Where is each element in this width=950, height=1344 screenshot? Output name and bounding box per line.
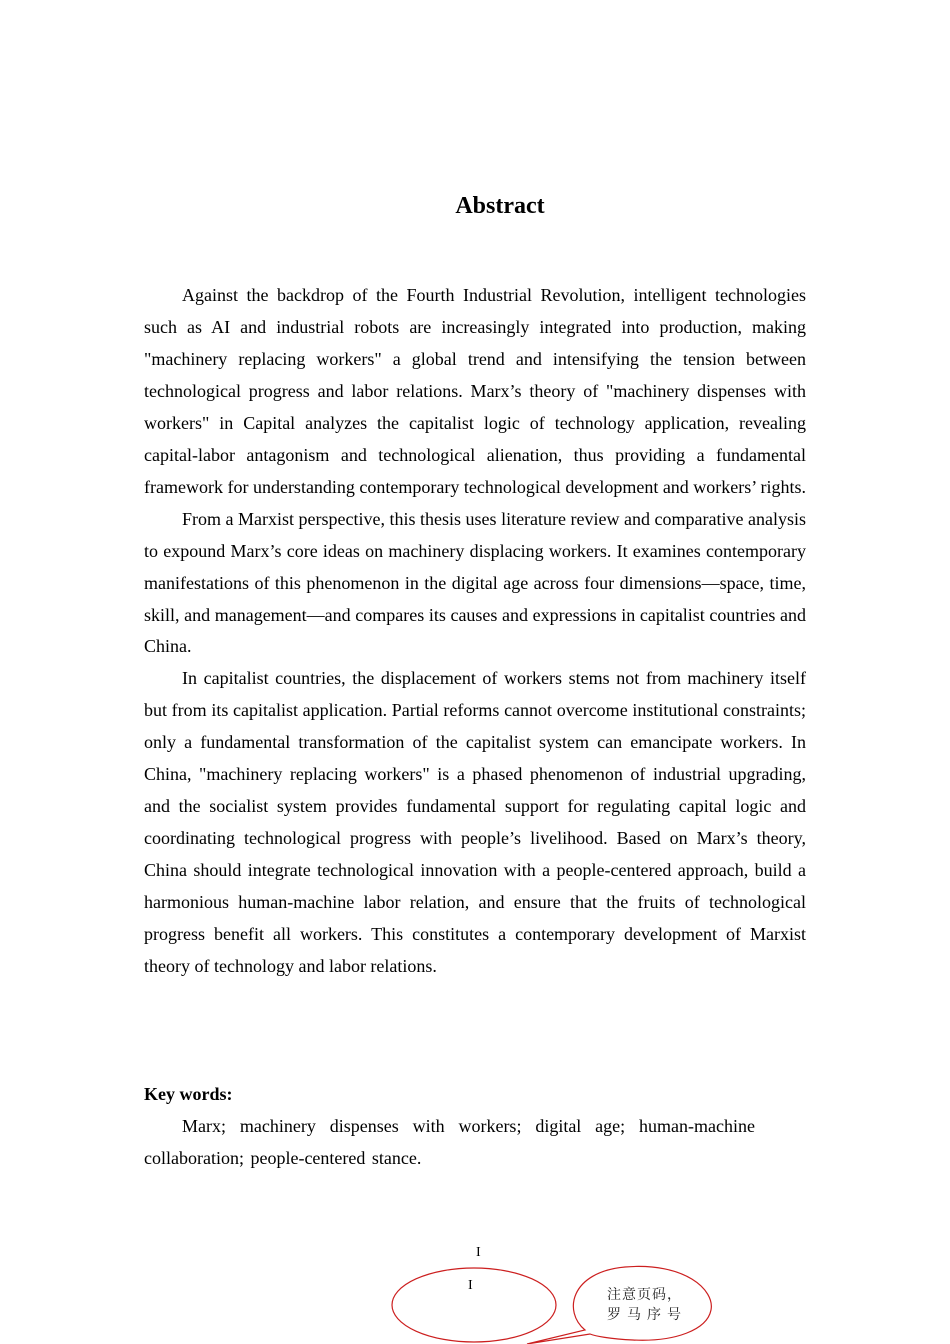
abstract-paragraph: In capitalist countries, the displacement of workers stems not from machinery itself but from its capitalist application. Partial reforms cannot overcome institutional constraints; only a fundamental transformation of the capitalist system can emancipate workers. In China, "machinery replacing workers" is a phased phenomenon of industrial upgrading, and the socialist system provides fundamental support for regulating capital logic and coordinating technological progress with people’s livelihood. Based on Marx’s theory, China should integrate technological innovation with a people-centered approach, build a harmonious human-machine labor relation, and ensure that the fruits of technological progress benefit all workers. This constitutes a contemporary development of Marxist theory of technology and labor relations. xyxy=(144,668,806,977)
keywords-text: Marx; machinery dispenses with workers; digital age; human-machine collaboration; people-centered stance. xyxy=(144,1116,755,1168)
page-number-oval xyxy=(392,1268,556,1342)
abstract-paragraph: Against the backdrop of the Fourth Industrial Revolution, intelligent technologies such as AI and industrial robots are increasingly integrated into production, making "machinery replacing workers" a global trend and intensifying the tension between technological progress and labor relations. Marx’s theory of "machinery dispenses with workers" in Capital analyzes the capitalist logic of technology application, revealing capital-labor antagonism and technological alienation, thus providing a fundamental framework for understanding contemporary technological development and workers’ rights. xyxy=(144,285,806,497)
callout-note: 注意页码，罗马序号 xyxy=(607,1287,681,1323)
page-number: I xyxy=(476,1245,481,1260)
keywords-heading: Key words: xyxy=(144,1084,233,1104)
abstract-body xyxy=(144,280,806,983)
page-title: Abstract xyxy=(455,193,545,219)
abstract-paragraph: From a Marxist perspective, this thesis uses literature review and comparative analysis to expound Marx’s core ideas on machinery displacing workers. It examines contemporary manifestations of this phenomenon in the digital age across four dimensions—space, time, skill, and management—and compares its causes and expressions in capitalist countries and China. xyxy=(144,508,806,657)
oval-page-number: I xyxy=(468,1278,473,1293)
